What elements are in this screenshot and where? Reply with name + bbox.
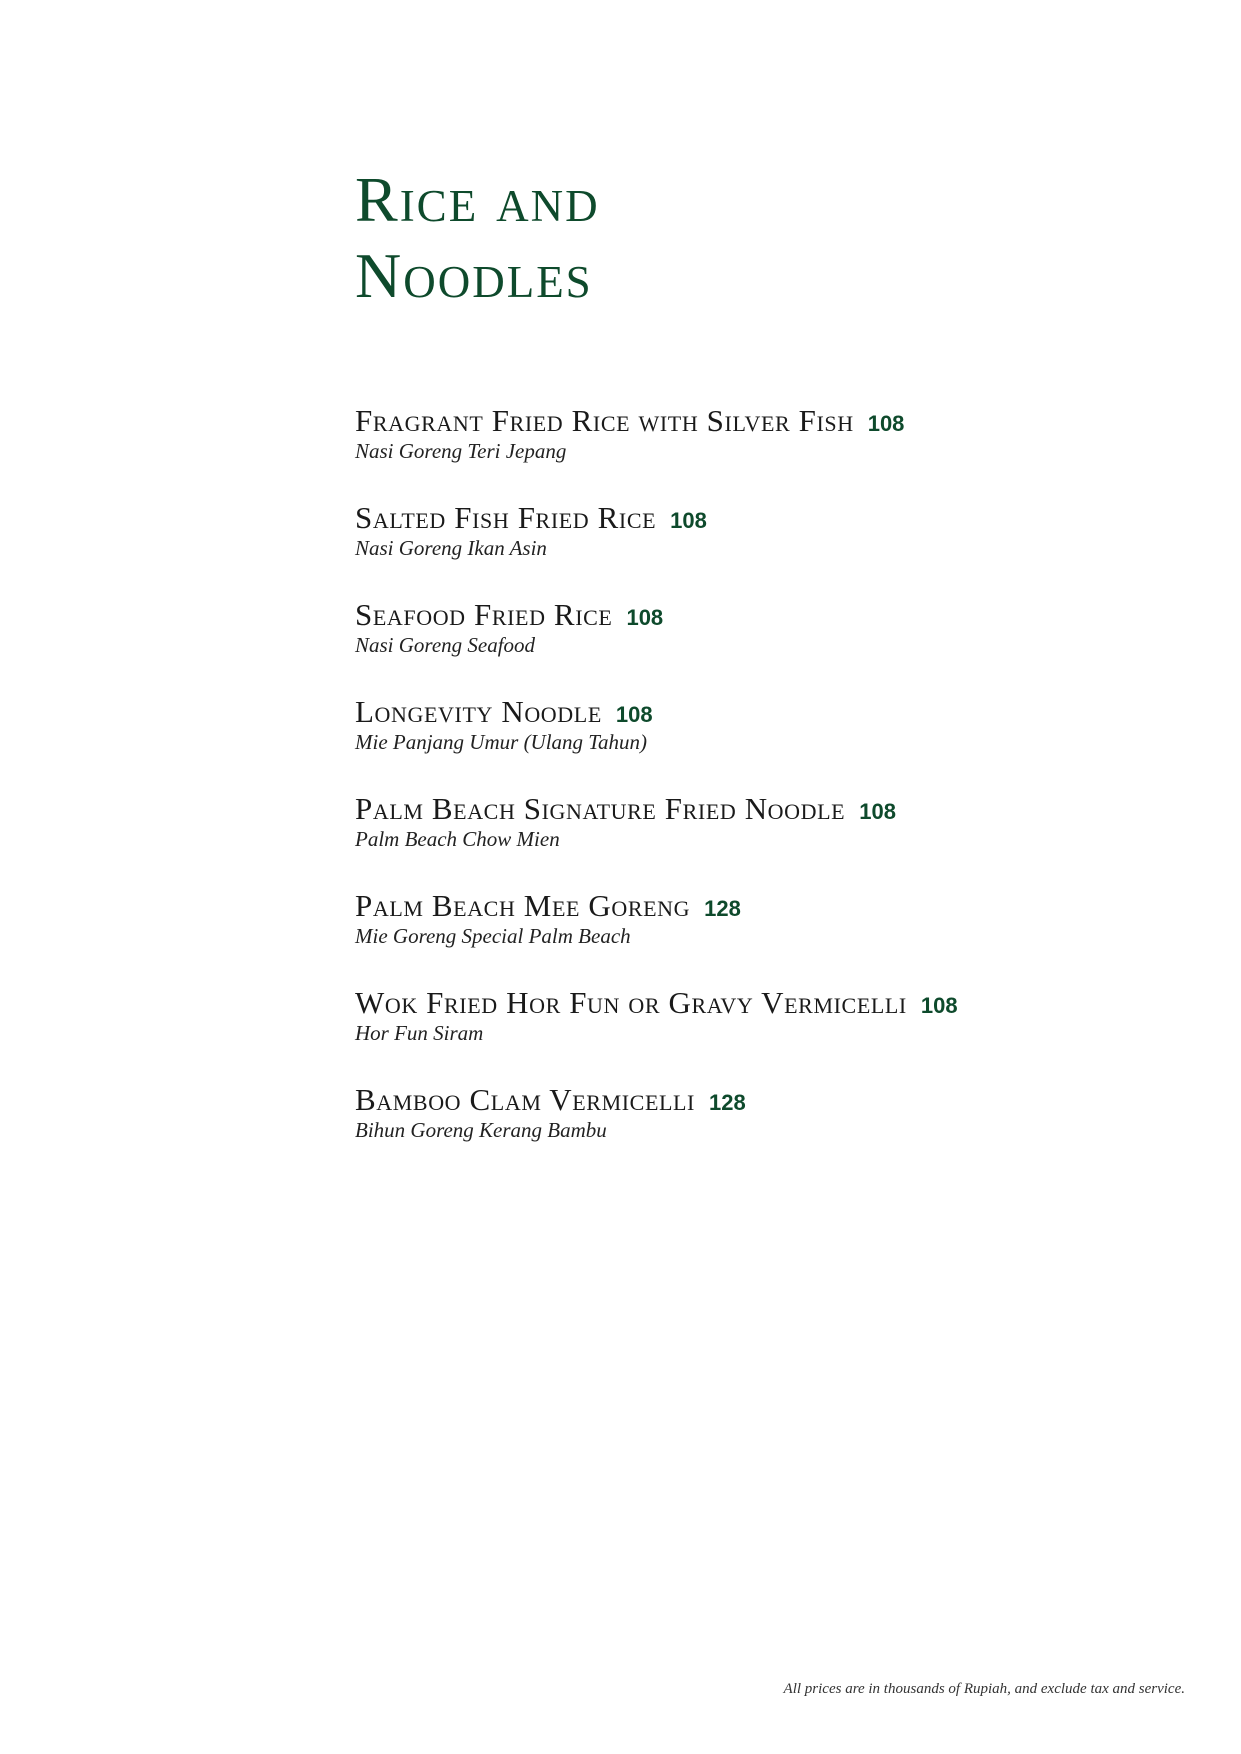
menu-item-heading	[355, 888, 1115, 924]
menu-item-price: 108	[615, 702, 653, 727]
menu-item-subtitle: Mie Goreng Special Palm Beach	[355, 924, 631, 948]
menu-item	[355, 694, 1115, 791]
menu-item-price: 108	[670, 508, 707, 533]
menu-item	[355, 1082, 1115, 1179]
menu-item-subtitle: Palm Beach Chow Mien	[355, 827, 560, 851]
menu-item	[355, 888, 1115, 985]
menu-item-name: Wok Fried Hor Fun or Gravy Vermicelli	[355, 985, 907, 1020]
menu-item-subtitle: Nasi Goreng Seafood	[355, 633, 536, 657]
menu-item-price: 108	[859, 799, 896, 824]
menu-item-name: Salted Fish Fried Rice	[355, 500, 657, 535]
page-title-line-2: Noodles	[355, 240, 593, 311]
menu-item	[355, 500, 1115, 597]
menu-item-subtitle: Bihun Goreng Kerang Bambu	[355, 1118, 607, 1142]
menu-item-price: 128	[708, 1090, 746, 1115]
menu-item	[355, 403, 1115, 500]
menu-item-name: Fragrant Fried Rice with Silver Fish	[355, 403, 854, 438]
price-footnote: All prices are in thousands of Rupiah, and exclude tax and service.	[783, 1681, 1185, 1697]
menu-item	[355, 597, 1115, 694]
menu-item-heading	[355, 597, 1115, 633]
menu-item-name: Palm Beach Signature Fried Noodle	[355, 791, 846, 826]
menu-item-name: Longevity Noodle	[355, 694, 602, 729]
page-title	[355, 162, 600, 314]
menu-item-name: Seafood Fried Rice	[355, 597, 613, 632]
menu-item-heading	[355, 500, 1115, 536]
menu-item-name: Bamboo Clam Vermicelli	[355, 1082, 695, 1117]
menu-item-price: 128	[704, 896, 741, 921]
menu-item	[355, 791, 1115, 888]
menu-item-heading	[355, 1082, 1115, 1118]
menu-item-heading	[355, 791, 1115, 827]
menu-item-price: 108	[867, 411, 905, 436]
menu-item-subtitle: Nasi Goreng Ikan Asin	[355, 536, 547, 560]
page-title-line-1: Rice and	[355, 164, 600, 235]
menu-item-price: 108	[920, 993, 958, 1018]
menu-item-heading	[355, 985, 1115, 1021]
menu-item-price: 108	[626, 605, 664, 630]
menu-item-subtitle: Mie Panjang Umur (Ulang Tahun)	[355, 730, 648, 754]
menu-list	[355, 403, 1115, 1179]
menu-item-name: Palm Beach Mee Goreng	[355, 888, 691, 923]
menu-item-subtitle: Hor Fun Siram	[355, 1021, 484, 1045]
menu-item	[355, 985, 1115, 1082]
menu-item-heading	[355, 403, 1115, 439]
menu-item-subtitle: Nasi Goreng Teri Jepang	[355, 439, 567, 463]
menu-item-heading	[355, 694, 1115, 730]
